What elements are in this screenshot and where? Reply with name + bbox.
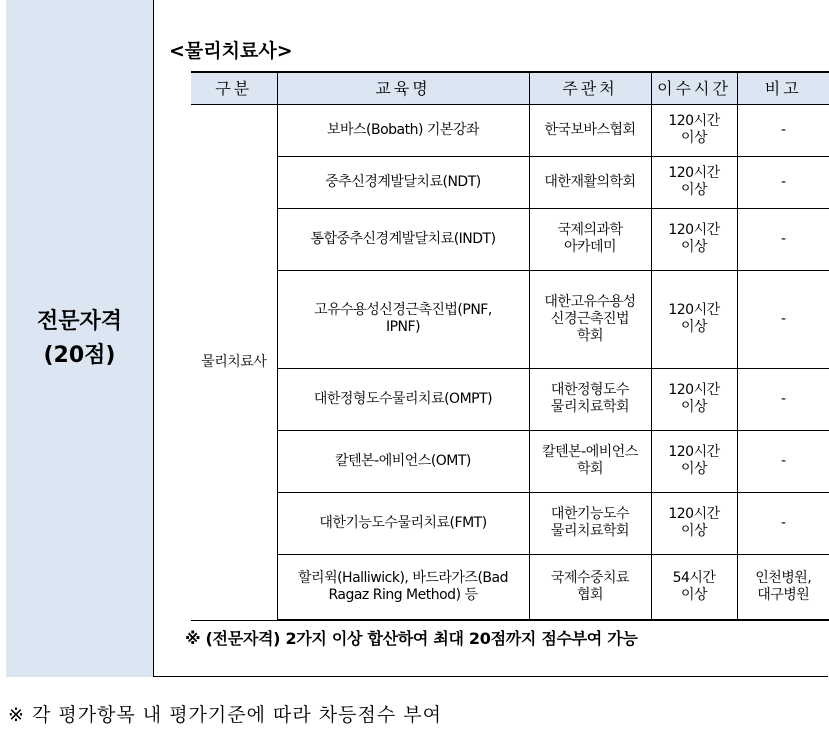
remarks: -: [737, 156, 829, 208]
remarks-line: 인천병원,: [755, 569, 812, 586]
hours-line: 120시간: [668, 506, 720, 522]
organizer: 대한재활의학회: [529, 156, 651, 208]
hours-line: 120시간: [668, 444, 720, 460]
organizer-line: 물리치료학회: [550, 523, 630, 539]
training-table: [191, 71, 829, 621]
header-organizer: 주관처: [529, 72, 651, 104]
organizer-line: 칼텐본-에비언스: [542, 444, 638, 460]
hours: [651, 208, 737, 270]
hours-line: 이상: [680, 586, 708, 603]
table-row: [191, 430, 829, 492]
criteria-frame: [6, 0, 828, 677]
hours-line: 120시간: [668, 165, 720, 181]
course-name: 보바스(Bobath) 기본강좌: [277, 104, 529, 156]
organizer-line: 학회: [576, 327, 604, 344]
course-name: 통합중추신경계발달치료(INDT): [277, 208, 529, 270]
header-course-name: 교육명: [277, 72, 529, 104]
hours-line: 이상: [680, 182, 708, 198]
organizer: 한국보바스협회: [529, 104, 651, 156]
hours: [651, 156, 737, 208]
course-name: 대한정형도수물리치료(OMPT): [277, 368, 529, 430]
remarks: -: [737, 368, 829, 430]
row-category: 물리치료사: [191, 104, 277, 620]
section-title: <물리치료사>: [169, 40, 293, 62]
remarks: [737, 554, 829, 620]
hours: [651, 430, 737, 492]
course-name: [277, 554, 529, 620]
organizer: [529, 270, 651, 368]
header-remarks: 비고: [737, 72, 829, 104]
scoring-note: ※ (전문자격) 2가지 이상 합산하여 최대 20점까지 점수부여 가능: [185, 629, 638, 648]
table-row: [191, 104, 829, 156]
course-name-line: Ragaz Ring Method) 등: [328, 586, 478, 603]
organizer: [529, 554, 651, 620]
hours-line: 이상: [680, 523, 708, 539]
organizer-line: 대한정형도수: [550, 382, 630, 398]
organizer-line: 대한기능도수: [550, 506, 630, 522]
remarks: -: [737, 430, 829, 492]
organizer-line: 국제의과학: [557, 222, 623, 238]
course-name: 중추신경계발달치료(NDT): [277, 156, 529, 208]
category-title: 전문자격: [36, 308, 122, 334]
organizer-line: 학회: [576, 461, 604, 477]
category-score: (20점): [43, 342, 116, 368]
hours-line: 이상: [680, 319, 708, 335]
hours-line: 120시간: [668, 302, 720, 318]
table-row: [191, 270, 829, 368]
hours: [651, 492, 737, 554]
hours-line: 이상: [680, 399, 708, 415]
organizer-line: 아카데미: [563, 239, 617, 255]
hours: [651, 104, 737, 156]
remarks: -: [737, 208, 829, 270]
hours-line: 이상: [680, 461, 708, 477]
organizer: [529, 208, 651, 270]
course-name: [277, 270, 529, 368]
table-row: [191, 554, 829, 620]
table-header-row: [191, 72, 829, 104]
organizer-line: 신경근촉진법: [550, 310, 630, 327]
hours-line: 120시간: [668, 222, 720, 238]
content-area: [155, 0, 828, 677]
category-label: [37, 305, 122, 373]
organizer-line: 국제수중치료: [550, 569, 630, 586]
course-name-line: 할리윅(Halliwick), 바드라가즈(Bad: [298, 569, 508, 586]
course-name: 대한기능도수물리치료(FMT): [277, 492, 529, 554]
remarks: -: [737, 104, 829, 156]
remarks: -: [737, 270, 829, 368]
remarks: -: [737, 492, 829, 554]
course-name-line: IPNF): [385, 319, 421, 335]
hours-line: 이상: [680, 239, 708, 255]
organizer-line: 물리치료학회: [550, 399, 630, 415]
hours-line: 120시간: [668, 382, 720, 398]
hours-line: 54시간: [672, 569, 716, 586]
organizer-line: 대한고유수용성: [544, 293, 636, 310]
remarks-line: 대구병원: [757, 586, 810, 603]
table-row: [191, 208, 829, 270]
table-row: [191, 492, 829, 554]
category-cell: [6, 0, 154, 677]
hours: [651, 368, 737, 430]
hours: [651, 270, 737, 368]
hours-line: 120시간: [668, 113, 720, 129]
header-category: 구분: [191, 72, 277, 104]
organizer: [529, 492, 651, 554]
table-row: [191, 156, 829, 208]
organizer: [529, 430, 651, 492]
organizer: [529, 368, 651, 430]
table-row: [191, 368, 829, 430]
hours-line: 이상: [680, 130, 708, 146]
course-name-line: 고유수용성신경근촉진법(PNF,: [314, 302, 492, 318]
organizer-line: 협회: [576, 586, 604, 603]
course-name: 칼텐본-에비언스(OMT): [277, 430, 529, 492]
hours: [651, 554, 737, 620]
footer-note: ※ 각 평가항목 내 평가기준에 따라 차등점수 부여: [8, 704, 442, 726]
header-hours: 이수시간: [651, 72, 737, 104]
